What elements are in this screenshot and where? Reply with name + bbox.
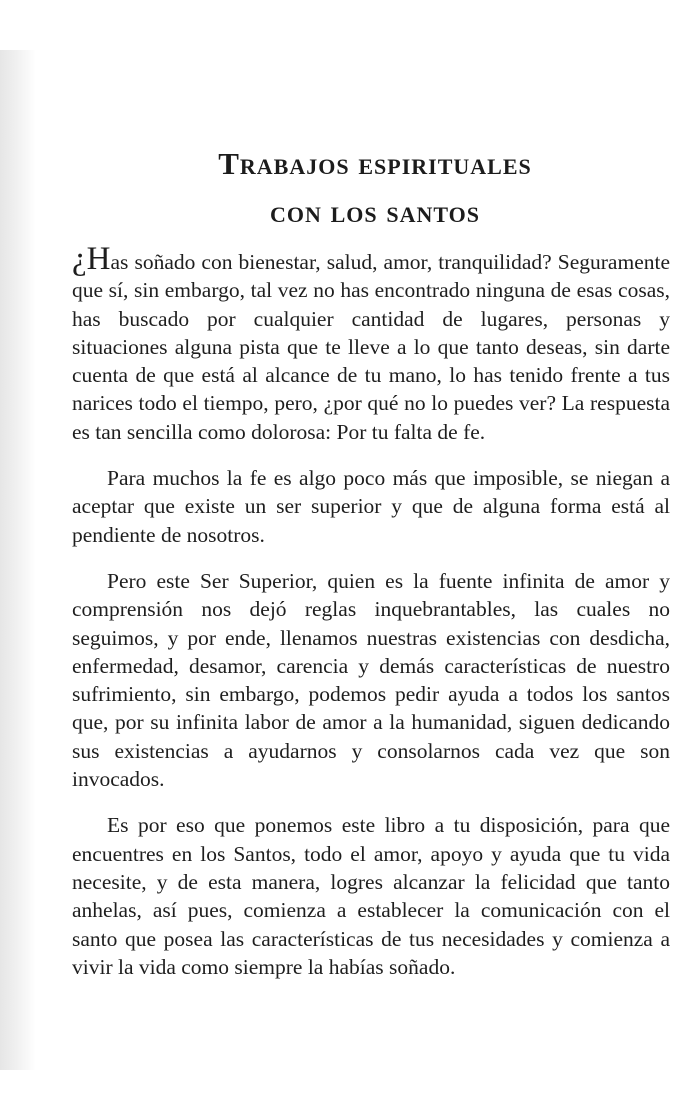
chapter-title-line-2: con los santos (269, 194, 481, 229)
page-edge-shadow (0, 50, 36, 1070)
paragraph-4: Es por eso que ponemos este libro a tu disposición, para que encuentres en los Santos, todo el amor, apoyo y ayuda que tu vida necesite, y de esta manera, logres alcanzar la felicidad que tanto anhelas, así pues, comienza a establecer la comunicación con el santo que posea las características de tus necesidades y comienza a vivir la vida como siempre la habías soñado. (72, 813, 670, 979)
paragraph-3: Pero este Ser Superior, quien es la fuente infinita de amor y comprensión nos dejó reglas inquebrantables, las cuales no seguimos, y por ende, llenamos nuestras existencias con desdicha, enfermedad, desamor, carencia y demás características de nuestro sufrimiento, sin embargo, podemos pedir ayuda a todos los santos que, por su infinita labor de amor a la humanidad, siguen dedicando sus existencias a ayudarnos y consolarnos cada vez que son invocados. (72, 568, 670, 792)
chapter-title (70, 140, 680, 236)
body-text (72, 241, 670, 999)
paragraph-2: Para muchos la fe es algo poco más que imposible, se niegan a aceptar que existe un ser superior y que de alguna forma está al pendiente de nosotros. (72, 466, 670, 547)
paragraph-1 (72, 241, 670, 446)
paragraph-lead: ¿H (72, 241, 111, 277)
paragraph-1-text: as soñado con bienestar, salud, amor, tranquilidad? Seguramente que sí, sin embargo, tal vez no has encontrado ninguna de esas cosas, has buscado por cualquier cantidad de lugares, personas y situaciones alguna pista que te lleve a lo que tanto deseas, sin darte cuenta de que está al alcance de tu mano, lo has tenido frente a tus narices todo el tiempo, pero, ¿por qué no lo puedes ver? La respuesta es tan sencilla como dolorosa: Por tu falta de fe. (72, 250, 670, 444)
chapter-title-line-1: Trabajos espirituales (218, 146, 532, 181)
